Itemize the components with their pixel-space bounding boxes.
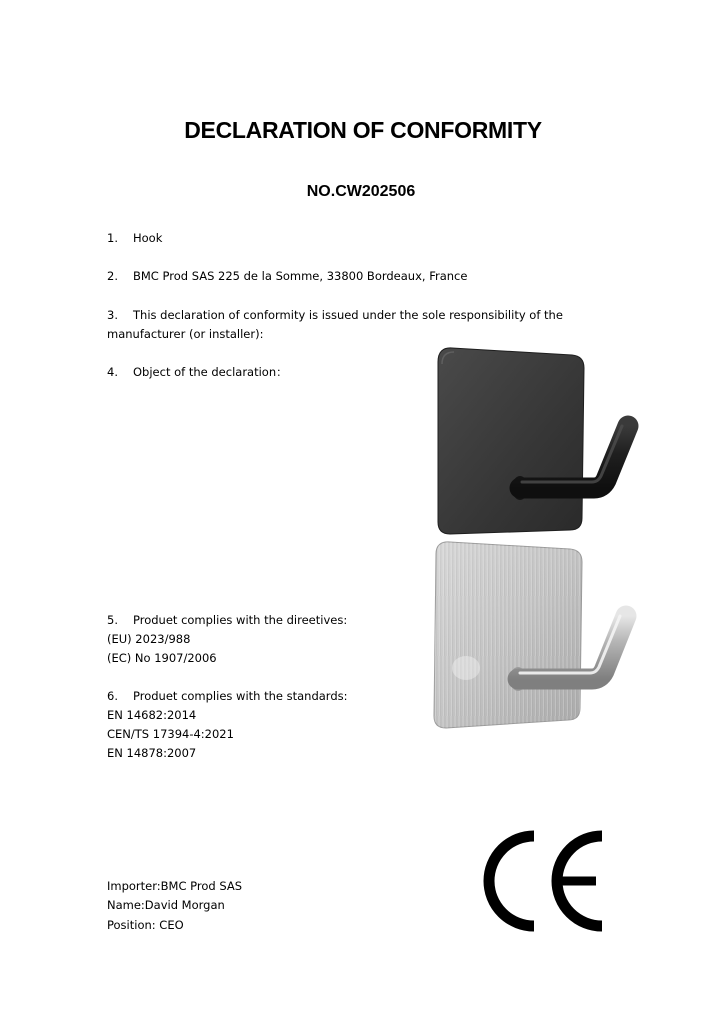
importer-line: Importer:BMC Prod SAS [107, 879, 243, 893]
page-title: DECLARATION OF CONFORMITY [184, 117, 542, 143]
item-3 [107, 307, 563, 323]
directive-entry: (EC) No 1907/2006 [107, 651, 217, 665]
directives-heading [107, 612, 347, 628]
item-number: 2. [107, 269, 118, 283]
item-number: 4. [107, 365, 118, 379]
item-number: 5. [107, 613, 118, 627]
standard-entry: CEN/TS 17394-4:2021 [107, 727, 234, 741]
item-number: 6. [107, 689, 118, 703]
item-text: Produet complies with the direetives: [133, 613, 348, 627]
item-text: This declaration of conformity is issued under the sole responsibility of the [133, 308, 563, 322]
item-number: 3. [107, 308, 118, 322]
standards-heading [107, 688, 348, 704]
signatory-position: Position: CEO [107, 918, 184, 932]
item-3-continuation: manufacturer (or installer): [107, 327, 264, 341]
item-text: Hook [133, 231, 163, 245]
document-number: NO.CW202506 [306, 183, 416, 200]
standard-entry: EN 14878:2007 [107, 746, 197, 760]
directive-entry: (EU) 2023/988 [107, 632, 191, 646]
item-text: BMC Prod SAS 225 de la Somme, 33800 Bordeaux, France [133, 269, 468, 283]
item-4 [107, 364, 288, 380]
black-hook-image [430, 342, 650, 542]
signatory-name: Name:David Morgan [107, 898, 225, 912]
standard-entry: EN 14682:2014 [107, 708, 197, 722]
item-2 [107, 268, 467, 284]
item-text: Object of the declaration： [133, 365, 288, 379]
item-text: Produet complies with the standards: [133, 689, 348, 703]
ce-mark [478, 830, 608, 932]
item-1 [107, 230, 162, 246]
steel-hook-image [426, 536, 652, 736]
item-number: 1. [107, 231, 118, 245]
